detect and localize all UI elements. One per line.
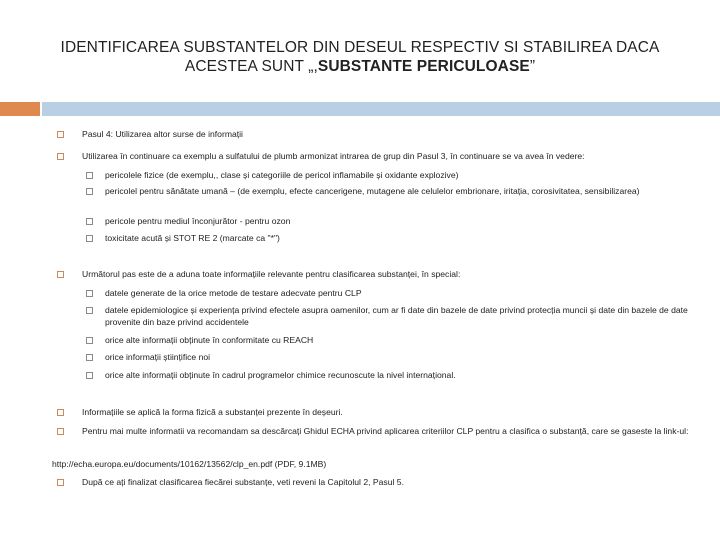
- title-bold: SUBSTANTE PERICULOASE: [317, 58, 530, 75]
- sub-bullet-square-icon: [86, 172, 93, 179]
- bullet-square-icon: [57, 409, 64, 416]
- bullet-item: Informațiile se aplică la forma fizică a substanței prezente în deșeuri.: [82, 407, 343, 417]
- bullet-item: Pentru mai multe informatii va recomandam sa descărcați Ghidul ECHA privind aplicarea criteriilor CLP pentru a clasifica o substanță, care se gaseste la link-ul:: [82, 426, 689, 436]
- sub-bullet-square-icon: [86, 235, 93, 242]
- sub-bullet-item: orice alte informații obținute în cadrul programelor chimice recunoscute la nivel internațional.: [105, 370, 456, 380]
- sub-bullet-item: orice informații științifice noi: [105, 352, 211, 362]
- sub-bullet-square-icon: [86, 290, 93, 297]
- sub-bullet-square-icon: [86, 218, 93, 225]
- sub-bullet-item: orice alte informații obținute în conformitate cu REACH: [105, 335, 314, 345]
- bullet-square-icon: [57, 479, 64, 486]
- bullet-item: Pasul 4: Utilizarea altor surse de informații: [82, 129, 243, 139]
- sub-bullet-square-icon: [86, 307, 93, 314]
- sub-bullet-item: datele generate de la orice metode de testare adecvate pentru CLP: [105, 288, 362, 298]
- sub-bullet-item: pericolel pentru sănătate umană – (de exemplu, efecte cancerigene, mutagene ale celulelor embrionare, iritația, corosivitatea, sensibilizarea): [105, 186, 640, 196]
- bullet-square-icon: [57, 131, 64, 138]
- echa-guide-link[interactable]: http://echa.europa.eu/documents/10162/13562/clp_en.pdf (PDF, 9.1MB): [52, 459, 327, 469]
- bullet-square-icon: [57, 153, 64, 160]
- bullet-square-icon: [57, 428, 64, 435]
- sub-bullet-item: pericole pentru mediul înconjurător - pentru ozon: [105, 216, 291, 226]
- bullet-item: Utilizarea în continuare ca exemplu a sulfatului de plumb armonizat intrarea de grup din Pasul 3, în continuare se va avea în vedere:: [82, 151, 585, 161]
- sub-bullet-item: toxicitate acută și STOT RE 2 (marcate ca "*"): [105, 233, 280, 243]
- sub-bullet-square-icon: [86, 337, 93, 344]
- sub-bullet-square-icon: [86, 188, 93, 195]
- title-suffix: ”: [529, 58, 536, 75]
- sub-bullet-square-icon: [86, 354, 93, 361]
- sub-bullet-square-icon: [86, 372, 93, 379]
- bullet-item: Următorul pas este de a aduna toate informațiile relevante pentru clasificarea substanței, în special:: [82, 269, 461, 279]
- title-prefix: ACESTEA SUNT „,: [184, 58, 318, 75]
- sub-bullet-item: pericolele fizice (de exemplu,, clase și categoriile de pericol inflamabile și oxidante explozive): [105, 170, 459, 180]
- bullet-square-icon: [57, 271, 64, 278]
- bullet-item-final: După ce ați finalizat clasificarea fiecărei substanțe, veti reveni la Capitolul 2, Pasul 5.: [82, 477, 404, 487]
- sub-bullet-item: datele epidemiologice și experiența privind efectele asupra oamenilor, cum ar fi date din bazele de date privind protecția muncii și date din bazele de date provenite din baze privind accidentele: [105, 305, 688, 327]
- title-line-1: IDENTIFICAREA SUBSTANTELOR DIN DESEUL RESPECTIV SI STABILIREA DACA: [60, 39, 660, 56]
